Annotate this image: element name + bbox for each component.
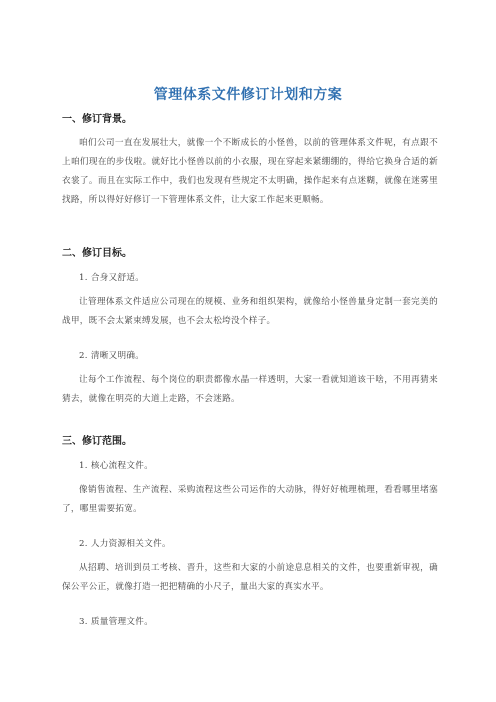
list-item-scope-3: 3. 质量管理文件。 [79, 617, 154, 627]
section-heading-scope: 三、修订范围。 [62, 436, 132, 447]
section-heading-background: 一、修订背景。 [62, 114, 132, 125]
paragraph-scope-1: 像销售流程、生产流程、采购流程这些公司运作的大动脉，得好好梳理梳理，看看哪里堵塞了，哪里需要拓宽。 [62, 485, 438, 514]
list-item-scope-2: 2. 人力资源相关文件。 [79, 539, 171, 549]
paragraph-background: 咱们公司一直在发展壮大，就像一个不断成长的小怪兽，以前的管理体系文件呢，有点跟不上咱们现在的步伐啦。就好比小怪兽以前的小衣服，现在穿起来紧绷绷的，得给它换身合适的新衣裳了。而且在实际工作中，我们也发现有些规定不太明确，操作起来有点迷糊，就像在迷雾里找路，所以得好好修订一下管理体系文件，让大家工作起来更顺畅。 [62, 138, 438, 205]
paragraph-scope-2: 从招聘、培训到员工考核、晋升，这些和大家的小前途息息相关的文件，也要重新审视，确保公平公正，就像打造一把把精确的小尺子，量出大家的真实水平。 [62, 563, 438, 592]
list-item-scope-1: 1. 核心流程文件。 [79, 461, 154, 471]
document-title: 管理体系文件修订计划和方案 [153, 87, 343, 103]
section-heading-goals: 二、修订目标。 [62, 248, 132, 259]
list-item-goal-2: 2. 清晰又明确。 [79, 351, 145, 361]
paragraph-goal-2: 让每个工作流程、每个岗位的职责都像水晶一样透明，大家一看就知道该干啥，不用再猜来猜去，就像在明亮的大道上走路，不会迷路。 [62, 375, 438, 404]
paragraph-goal-1: 让管理体系文件适应公司现在的规模、业务和组织架构，就像给小怪兽量身定制一套完美的战甲，既不会太紧束缚发展，也不会太松垮没个样子。 [62, 297, 438, 326]
list-item-goal-1: 1. 合身又舒适。 [79, 273, 145, 283]
